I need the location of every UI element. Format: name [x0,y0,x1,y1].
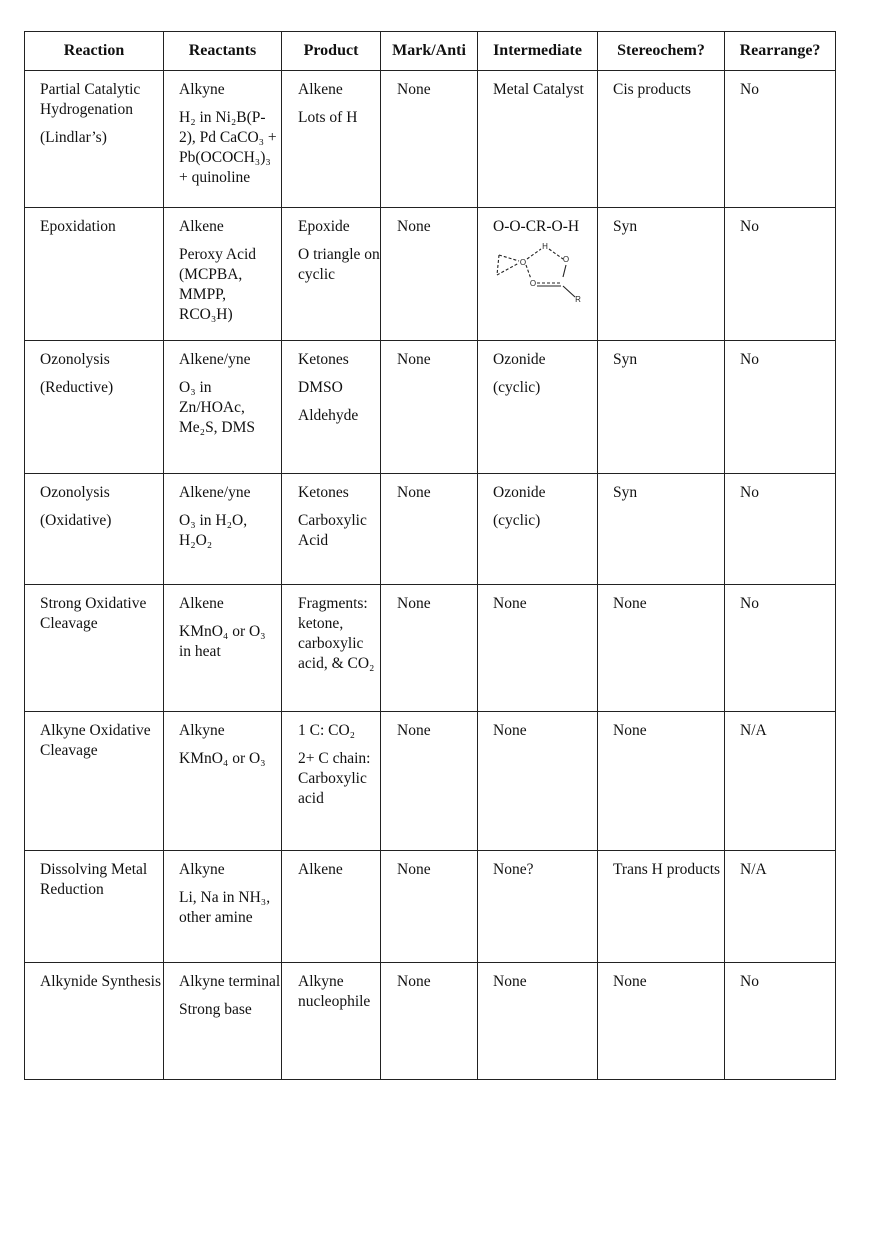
column-header-intermediate: Intermediate [478,32,598,71]
stereochem-text: Syn [613,218,638,235]
mark-anti-text: None [397,484,431,501]
intermediate-text: Metal Catalyst [493,81,584,98]
stereochem-text: Cis products [613,81,691,98]
reaction-text: Strong Oxidative Cleavage [40,595,147,632]
reaction-text: Partial Catalytic Hydrogenation [40,81,141,118]
mark-anti-text: None [397,595,431,612]
rearrange-text: No [740,351,759,368]
cell-reactants [164,963,282,1080]
reactants-text: O₃ in Zn/HOAc, Me₂S, DMS [179,379,256,436]
diagram-bond [563,265,566,277]
rearrange-text: N/A [740,722,767,739]
reactants-text: Alkene [179,595,224,612]
cell-product [282,585,381,712]
table-body [25,71,836,1080]
cell-reactants [164,851,282,963]
reactants-text: O₃ in H₂O, H₂O₂ [179,512,248,549]
peroxy-transition-state-diagram [493,243,588,305]
rearrange-text: No [740,484,759,501]
cell-stereochem [598,963,725,1080]
cell-intermediate [478,585,598,712]
cell-stereochem [598,851,725,963]
header-row [25,32,836,71]
column-header-mark-anti: Mark/Anti [381,32,478,71]
cell-intermediate [478,851,598,963]
reactants-text: Alkyne terminal [179,973,281,990]
cell-rearrange [725,851,836,963]
cell-rearrange [725,474,836,585]
reaction-text: Dissolving Metal Reduction [40,861,148,898]
product-text: Aldehyde [298,407,359,424]
column-header-stereochem: Stereochem? [598,32,725,71]
cell-reaction [25,208,164,341]
reaction-text: Alkynide Synthesis [40,973,161,990]
product-text: Lots of H [298,109,358,126]
cell-intermediate [478,712,598,851]
diagram-bond [549,249,563,259]
product-text: DMSO [298,379,343,396]
rearrange-text: N/A [740,861,767,878]
cell-rearrange [725,71,836,208]
product-text: Ketones [298,351,349,368]
mark-anti-text: None [397,973,431,990]
diagram-bond [526,265,531,279]
column-header-reactants: Reactants [164,32,282,71]
reactants-text: Peroxy Acid (MCPBA, MMPP, RCO₃H) [179,246,257,323]
reaction-text: Alkyne Oxidative Cleavage [40,722,151,759]
diagram-atom-label: R [575,295,581,304]
cell-product [282,712,381,851]
cell-reaction [25,474,164,585]
cell-rearrange [725,963,836,1080]
column-header-product: Product [282,32,381,71]
diagram-atom-label: H [542,243,548,251]
diagram-bond [497,255,499,275]
reaction-text: Ozonolysis [40,484,110,501]
product-text: Ketones [298,484,349,501]
product-text: Alkyne nucleophile [298,973,371,1010]
reactions-table [24,31,836,1080]
cell-stereochem [598,341,725,474]
intermediate-text: None [493,722,527,739]
rearrange-text: No [740,81,759,98]
cell-mark-anti [381,712,478,851]
reactants-text: Alkyne [179,861,225,878]
diagram-atom-label: O [562,255,570,264]
cell-stereochem [598,208,725,341]
column-header-rearrange: Rearrange? [725,32,836,71]
cell-intermediate [478,963,598,1080]
cell-product [282,474,381,585]
cell-intermediate [478,71,598,208]
cell-reaction [25,851,164,963]
cell-mark-anti [381,585,478,712]
reactants-text: Alkyne [179,81,225,98]
reactants-text: Strong base [179,1001,252,1018]
reaction-text: Ozonolysis [40,351,110,368]
reactants-text: H₂ in Ni₂B(P-2), Pd CaCO₃ + Pb(OCOCH₃)₃ + quinoline [179,109,277,186]
mark-anti-text: None [397,218,431,235]
cell-mark-anti [381,341,478,474]
cell-product [282,851,381,963]
column-header-reaction: Reaction [25,32,164,71]
rearrange-text: No [740,595,759,612]
table-row [25,474,836,585]
cell-mark-anti [381,474,478,585]
cell-reactants [164,712,282,851]
diagram-bond [527,249,541,259]
cell-stereochem [598,71,725,208]
rearrange-text: No [740,973,759,990]
stereochem-text: Syn [613,351,638,368]
stereochem-text: None [613,722,647,739]
reactants-text: Alkene [179,218,224,235]
mark-anti-text: None [397,861,431,878]
table-row [25,208,836,341]
stereochem-text: None [613,595,647,612]
cell-stereochem [598,585,725,712]
product-text: Fragments: ketone, carboxylic acid, & CO₂ [298,595,375,672]
cell-rearrange [725,712,836,851]
intermediate-text: O-O-CR-O-H [493,218,580,235]
cell-intermediate [478,474,598,585]
product-text: Carboxylic Acid [298,512,367,549]
cell-mark-anti [381,71,478,208]
product-text: 1 C: CO₂ [298,722,356,739]
reactants-text: Li, Na in NH₃, other amine [179,889,271,926]
mark-anti-text: None [397,722,431,739]
product-text: Epoxide [298,218,350,235]
cell-reactants [164,474,282,585]
diagram-bond [497,263,519,275]
intermediate-text: None? [493,861,534,878]
cell-reaction [25,585,164,712]
cell-stereochem [598,712,725,851]
diagram-atom-label: O [519,258,527,267]
intermediate-text: (cyclic) [493,379,541,396]
mark-anti-text: None [397,81,431,98]
cell-rearrange [725,341,836,474]
cell-mark-anti [381,963,478,1080]
table-row [25,585,836,712]
product-text: 2+ C chain: Carboxylic acid [298,750,371,807]
cell-reaction [25,71,164,208]
cell-reaction [25,712,164,851]
table-row [25,71,836,208]
product-text: Alkene [298,861,343,878]
cell-mark-anti [381,208,478,341]
table-row [25,712,836,851]
cell-reactants [164,208,282,341]
cell-product [282,341,381,474]
reactants-text: KMnO₄ or O₃ [179,750,266,767]
reaction-text: Epoxidation [40,218,116,235]
cell-reaction [25,963,164,1080]
reactants-text: KMnO₄ or O₃ in heat [179,623,266,660]
intermediate-text: Ozonide [493,484,546,501]
cell-reactants [164,71,282,208]
cell-intermediate [478,208,598,341]
cell-rearrange [725,208,836,341]
intermediate-text: None [493,595,527,612]
intermediate-text: Ozonide [493,351,546,368]
cell-product [282,208,381,341]
table-row [25,851,836,963]
stereochem-text: Trans H products [613,861,721,878]
reactants-text: Alkene/yne [179,484,251,501]
table-row [25,341,836,474]
intermediate-text: None [493,973,527,990]
diagram-bond [563,286,575,297]
cell-reactants [164,585,282,712]
cell-product [282,963,381,1080]
reaction-text: (Lindlar’s) [40,129,107,146]
reactants-text: Alkyne [179,722,225,739]
cell-reactants [164,341,282,474]
product-text: O triangle on cyclic [298,246,380,283]
reaction-text: (Oxidative) [40,512,112,529]
stereochem-text: None [613,973,647,990]
cell-intermediate [478,341,598,474]
cell-mark-anti [381,851,478,963]
diagram-bond [499,255,519,261]
diagram-atom-label: O [529,279,537,288]
cell-product [282,71,381,208]
cell-stereochem [598,474,725,585]
reaction-text: (Reductive) [40,379,114,396]
intermediate-text: (cyclic) [493,512,541,529]
cell-reaction [25,341,164,474]
stereochem-text: Syn [613,484,638,501]
rearrange-text: No [740,218,759,235]
reactants-text: Alkene/yne [179,351,251,368]
mark-anti-text: None [397,351,431,368]
table-row [25,963,836,1080]
product-text: Alkene [298,81,343,98]
cell-rearrange [725,585,836,712]
